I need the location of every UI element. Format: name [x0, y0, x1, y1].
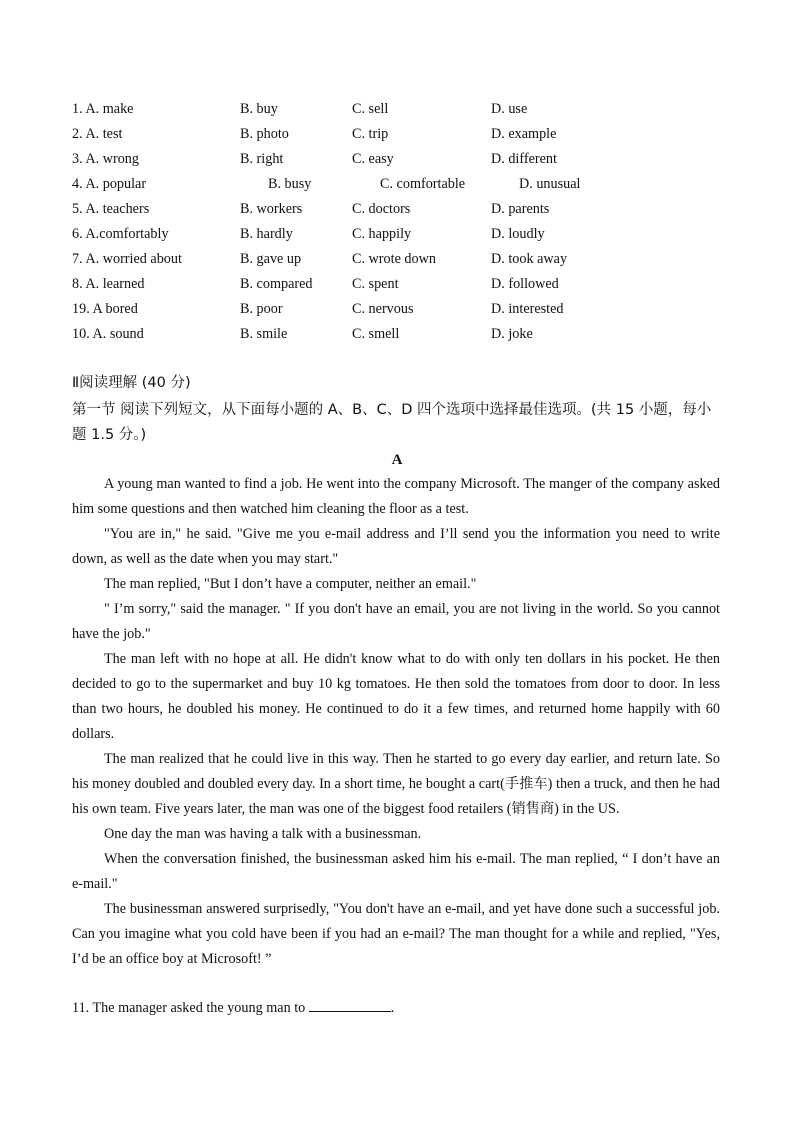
paragraph: The man left with no hope at all. He didn't know what to do with only ten dollars in his pocket. He then decided to go to the supermarket and buy 10 kg tomatoes. He then sold the tomatoes from door to door. In less than two hours, he doubled his money. He continued to do it a few times, and returned home happily with 60 dollars. — [72, 651, 720, 742]
option-b: B. compared — [240, 276, 313, 292]
question-11 — [72, 996, 720, 1021]
option-row — [72, 198, 732, 223]
option-c: C. nervous — [352, 301, 414, 317]
option-row — [72, 148, 732, 173]
option-b: B. busy — [268, 176, 312, 192]
option-row — [72, 123, 732, 148]
option-c: C. wrote down — [352, 251, 436, 267]
option-a: 6. A.comfortably — [72, 226, 169, 242]
option-d: D. loudly — [491, 226, 545, 242]
option-d: D. interested — [491, 301, 564, 317]
option-c: C. trip — [352, 126, 389, 142]
option-b: B. right — [240, 151, 284, 167]
option-d: D. followed — [491, 276, 559, 292]
option-row — [72, 273, 732, 298]
option-c: C. easy — [352, 151, 394, 167]
option-d: D. different — [491, 151, 557, 167]
cloze-options — [72, 98, 732, 348]
paragraph: The man realized that he could live in this way. Then he started to go every day earlier, and return late. So his money doubled and doubled every day. In a short time, he bought a cart(手推车) then a truck, and then he had his own team. Five years later, the man was one of the biggest food retailers (销售商) in the US. — [72, 751, 720, 817]
option-b: B. buy — [240, 101, 278, 117]
paragraph: The man replied, "But I don’t have a computer, neither an email." — [104, 576, 477, 592]
option-a: 4. A. popular — [72, 176, 147, 192]
option-a: 10. A. sound — [72, 326, 144, 342]
option-a: 2. A. test — [72, 126, 123, 142]
option-d: D. took away — [491, 251, 568, 267]
question-end: . — [390, 1000, 395, 1016]
option-row — [72, 223, 732, 248]
option-c: C. comfortable — [380, 176, 466, 192]
option-c: C. doctors — [352, 201, 411, 217]
option-c: C. spent — [352, 276, 399, 292]
option-c: C. smell — [352, 326, 400, 342]
option-a: 1. A. make — [72, 101, 134, 117]
question-text: 11. The manager asked the young man to — [72, 1000, 306, 1016]
section-title: Ⅱ阅读理解 (40 分) — [72, 375, 191, 391]
option-b: B. gave up — [240, 251, 302, 267]
paragraph: One day the man was having a talk with a businessman. — [104, 826, 422, 842]
option-a: 5. A. teachers — [72, 201, 150, 217]
option-d: D. parents — [491, 201, 550, 217]
option-a: 19. A bored — [72, 301, 138, 317]
option-b: B. photo — [240, 126, 289, 142]
option-row — [72, 298, 732, 323]
option-a: 8. A. learned — [72, 276, 145, 292]
option-d: D. joke — [491, 326, 533, 342]
answer-blank[interactable] — [309, 997, 391, 1012]
option-a: 3. A. wrong — [72, 151, 139, 167]
option-d: D. use — [491, 101, 528, 117]
paragraph: The businessman answered surprisedly, "You don't have an e-mail, and yet have done such a successful job. Can you imagine what you cold have been if you had an e-mail? The man thought for a while and replied, "Yes, I’d be an office boy at Microsoft! ” — [72, 901, 720, 967]
paragraph: " I’m sorry," said the manager. " If you don't have an email, you are not living in the world. So you cannot have the job." — [72, 601, 720, 642]
option-row — [72, 323, 732, 348]
option-b: B. poor — [240, 301, 283, 317]
option-row — [72, 173, 732, 198]
option-d: D. unusual — [519, 176, 581, 192]
option-a: 7. A. worried about — [72, 251, 182, 267]
passage-title: A — [391, 452, 403, 468]
option-b: B. workers — [240, 201, 303, 217]
option-c: C. happily — [352, 226, 412, 242]
paragraph: When the conversation finished, the businessman asked him his e-mail. The man replied, “ I don’t have an e-mail." — [72, 851, 720, 892]
option-row — [72, 248, 732, 273]
paragraph: A young man wanted to find a job. He went into the company Microsoft. The manger of the company asked him some questions and then watched him cleaning the floor as a test. — [72, 476, 720, 517]
option-b: B. smile — [240, 326, 288, 342]
option-d: D. example — [491, 126, 557, 142]
option-c: C. sell — [352, 101, 389, 117]
option-row — [72, 98, 732, 123]
option-b: B. hardly — [240, 226, 293, 242]
paragraph: "You are in," he said. "Give me you e-mail address and I’ll send you the information you need to write down, as well as the date when you may start." — [72, 526, 720, 567]
section-instruction: 第一节 阅读下列短文，从下面每小题的 A、B、C、D 四个选项中选择最佳选项。(共 15 小题，每小题 1.5 分。) — [72, 402, 712, 443]
passage-body — [72, 472, 720, 972]
